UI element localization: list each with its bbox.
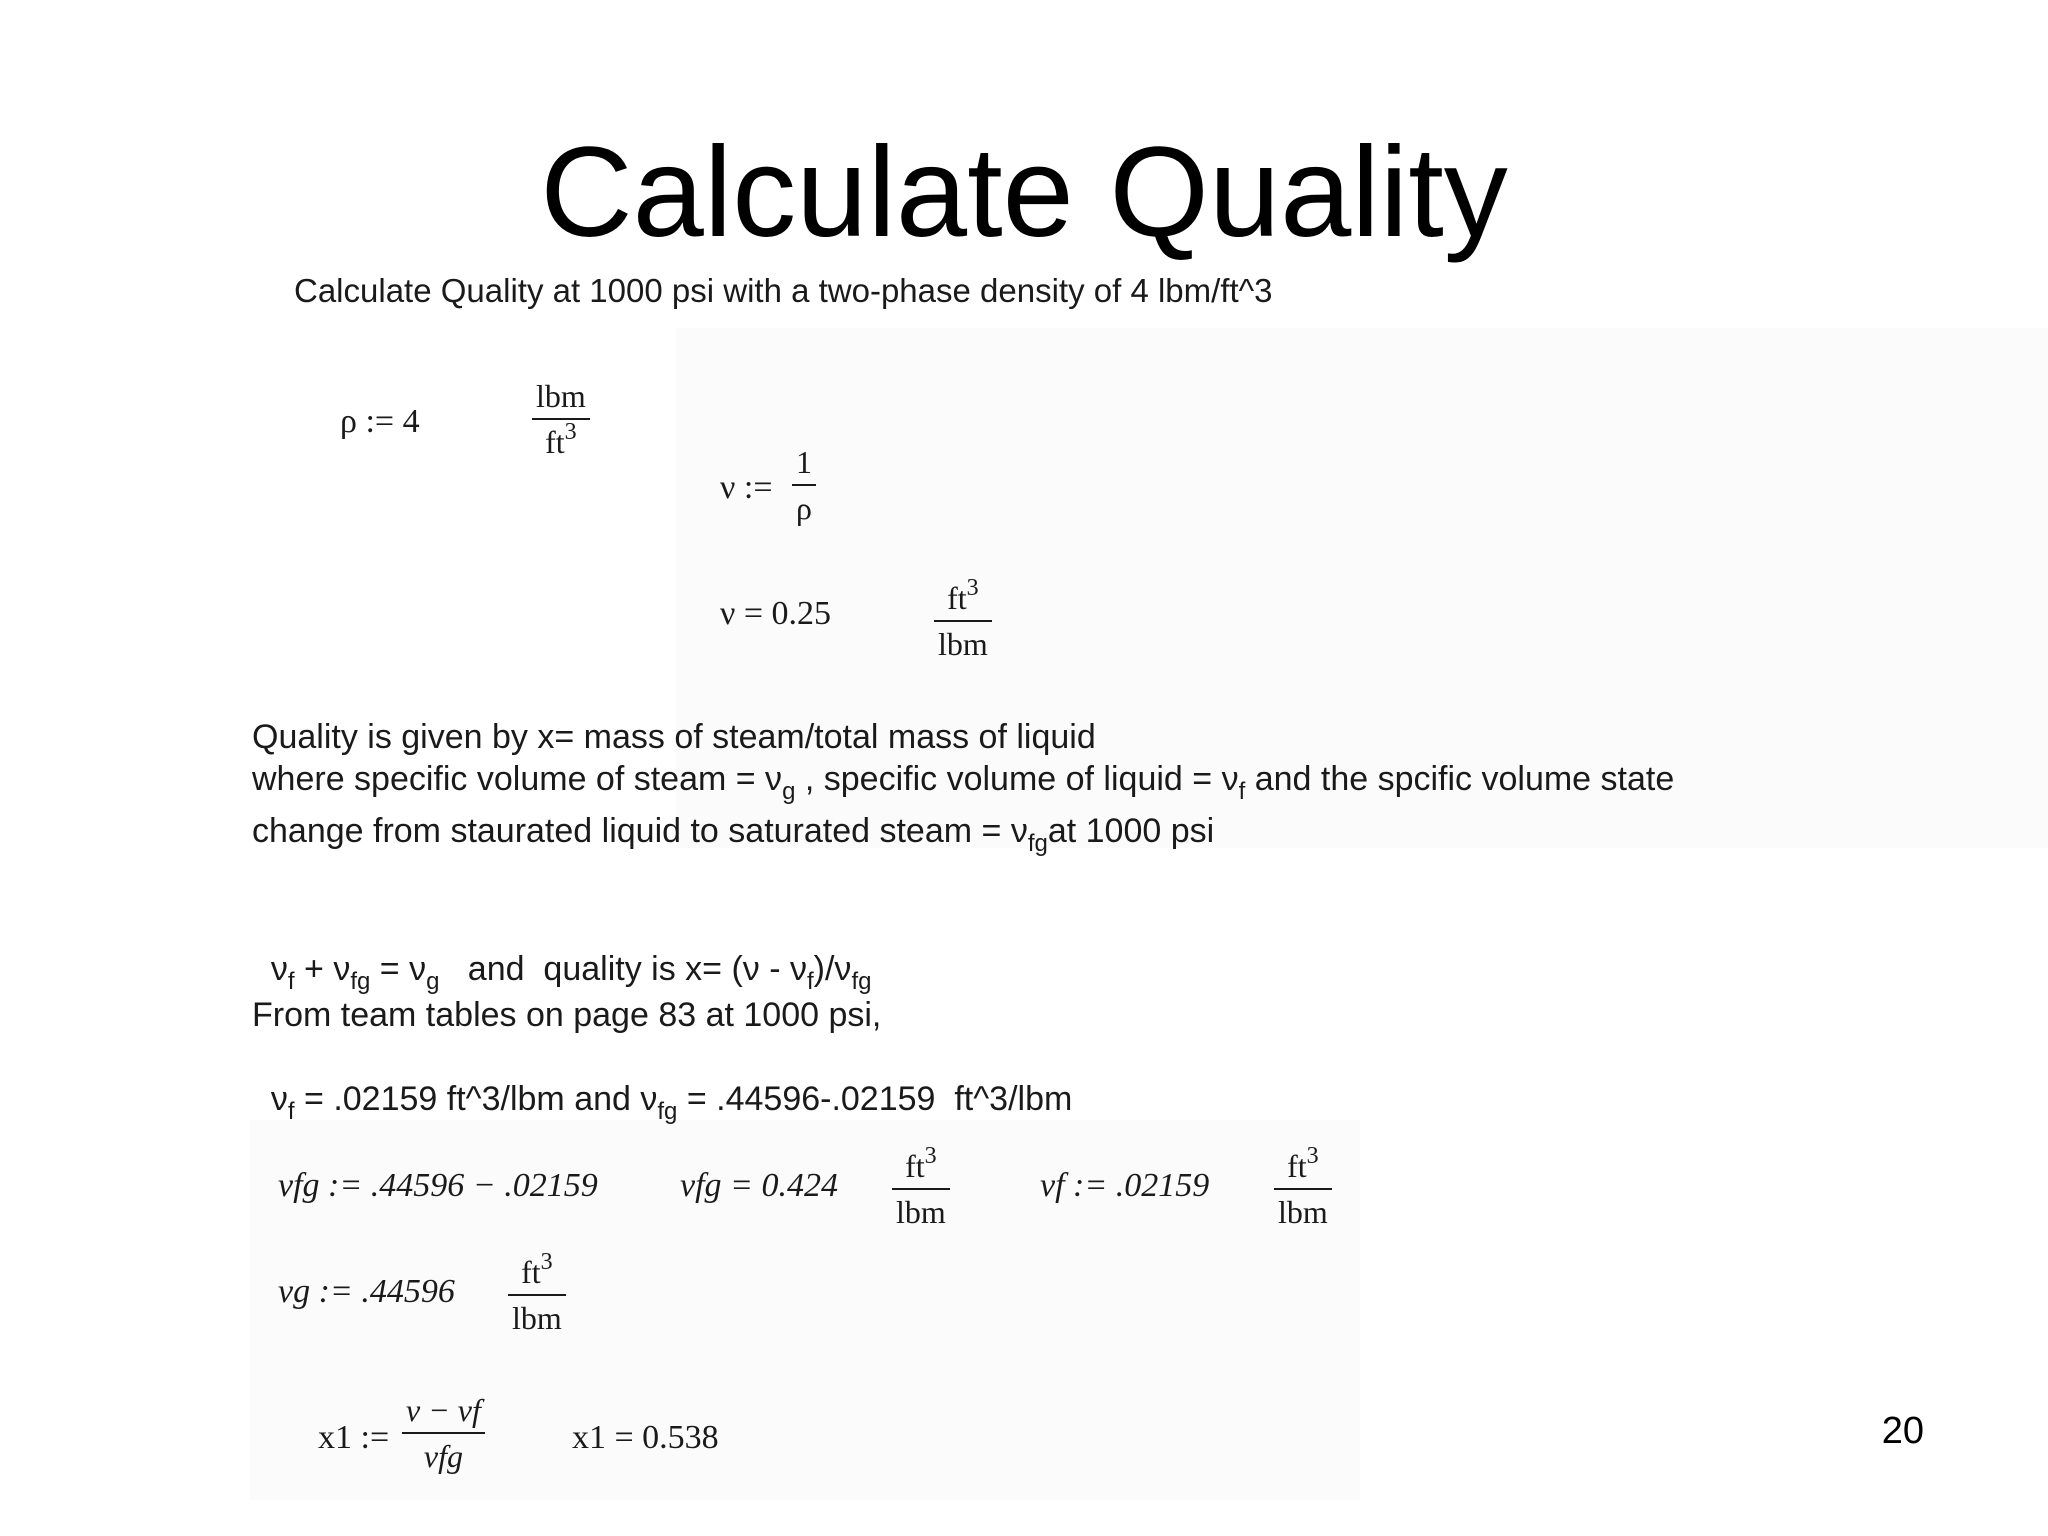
- specific-volume-line: where specific volume of steam = $\nu_g$ , specific volume of liquid = $\nu_f$ and the spcific volume state: [252, 760, 1675, 805]
- unit-denominator: lbm: [512, 1300, 562, 1336]
- intro-text: Calculate Quality at 1000 psi with a two-phase density of 4 lbm/ft^3: [294, 272, 1273, 309]
- quality-definition-line: Quality is given by x= mass of steam/total mass of liquid: [252, 718, 1096, 756]
- fraction-denominator: νfg: [423, 1438, 463, 1474]
- unit-denominator: lbm: [1278, 1194, 1328, 1230]
- x1-result: x1 = 0.538: [572, 1419, 719, 1456]
- vf-unit-fraction: [1274, 1143, 1332, 1230]
- x1-fraction: [402, 1392, 485, 1474]
- nu-unit-fraction: [934, 575, 992, 662]
- unit-denominator: lbm: [896, 1194, 946, 1230]
- unit-numerator: $ft^3$: [947, 575, 979, 616]
- vfg-unit-fraction: [892, 1143, 950, 1230]
- fraction-denominator: ρ: [796, 490, 812, 526]
- rho-definition: ρ := 4: [340, 403, 420, 440]
- vfg-result: νfg = 0.424: [680, 1167, 838, 1204]
- unit-denominator: $ft^3$: [545, 419, 577, 460]
- unit-numerator: $ft^3$: [521, 1249, 553, 1290]
- steam-tables-values: $\nu_f = .02159$ ft^3/lbm and $\nu_{fg} = .44596-.02159$ ft^3/lbm: [270, 1080, 1073, 1125]
- vfg-definition: νfg := .44596 − .02159: [278, 1167, 598, 1204]
- page-number: 20: [1881, 1410, 1924, 1452]
- unit-numerator: lbm: [536, 378, 586, 414]
- x1-definition: x1 :=: [318, 1419, 390, 1456]
- vg-definition: νg := .44596: [278, 1273, 455, 1310]
- unit-denominator: lbm: [938, 626, 988, 662]
- nu-definition: ν :=: [720, 469, 773, 506]
- unit-numerator: $ft^3$: [905, 1143, 937, 1184]
- unit-numerator: $ft^3$: [1287, 1143, 1319, 1184]
- state-change-line: change from staurated liquid to saturated steam = $\nu_{fg}at$ 1000 psi: [252, 812, 1215, 857]
- nu-result: ν = 0.25: [720, 595, 832, 632]
- slide-title: Calculate Quality: [540, 121, 1508, 264]
- fraction-numerator: ν − νf: [406, 1392, 481, 1428]
- rho-unit-fraction: [532, 378, 590, 460]
- nu-fraction: [792, 444, 816, 526]
- vg-unit-fraction: [508, 1249, 566, 1336]
- fraction-numerator: 1: [796, 444, 812, 480]
- vf-definition: νf := .02159: [1040, 1167, 1210, 1204]
- steam-tables-line: From team tables on page 83 at 1000 psi,: [252, 996, 882, 1034]
- quality-relation: $\nu_f + \nu_{fg} = \nu_g$ and quality is $x= (\nu - \nu_f)/\nu_{fg}$: [270, 950, 872, 995]
